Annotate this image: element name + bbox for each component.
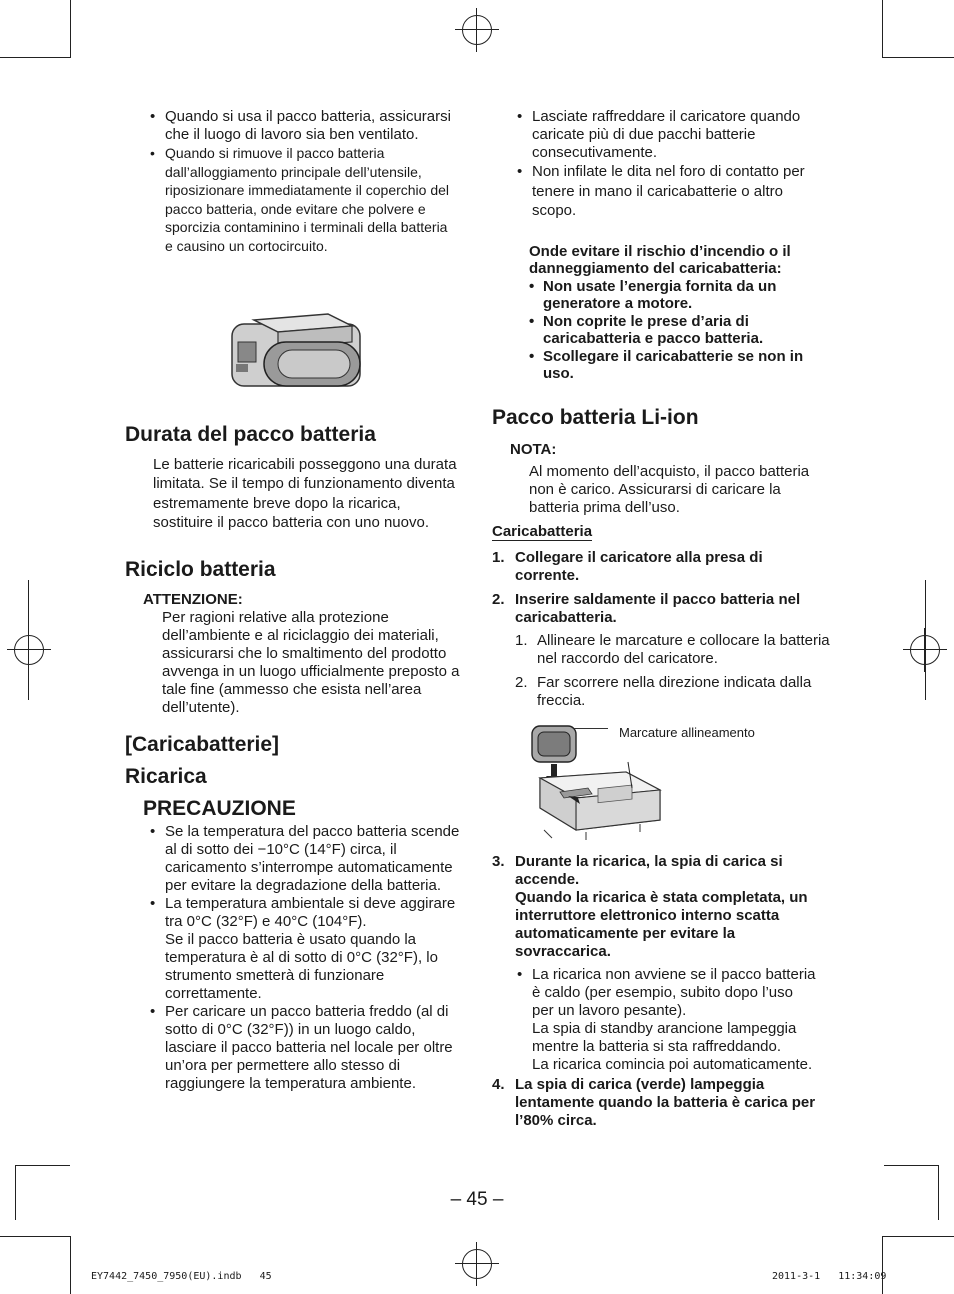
list-item: • Non coprite le prese d’aria di caricabatteria e pacco batteria. [529,313,829,348]
substep-text: Allineare le marcature e collocare la batteria nel raccordo del caricatore. [537,632,830,667]
list-item: • Non infilate le dita nel foro di contatto per tenere in mano il caricabatterie o altro scopo. [490,162,824,221]
step-text: Durante la ricarica, la spia di carica si accende. [515,853,783,888]
precaution-heading: PRECAUZIONE [143,797,296,820]
note-text: Al momento dell’acquisto, il pacco batteria non è carico. Assicurarsi di caricare la batteria prima dell’uso. [529,463,810,516]
list-item: • Quando si rimuove il pacco batteria dall’alloggiamento principale dell’utensile, riposizionare immediatamente il coperchio del pacco batteria, onde evitare che polvere e sporcizia contaminino i terminali della batteria e causino un cortocircuito. [123,144,457,255]
note-label: NOTA: [510,441,557,458]
crop-mark [0,1236,71,1237]
substep-number: 2. [515,674,528,691]
step-item [492,549,830,585]
step-number: 3. [492,853,505,870]
section-heading-riciclo: Riciclo batteria [125,558,276,581]
riciclo-text: Per ragioni relative alla protezione dell’ambiente e al riciclaggio dei materiali, assicurarsi che lo smaltimento del prodotto avvenga in un luogo ufficialmente preposto a tale fine (ammesso che esista nell’area dell’utente). [162,609,460,716]
footer-datetime: 2011-3-1 11:34:09 [772,1271,887,1282]
note-line: La spia di standby arancione lampeggia mentre la batteria si sta raffreddando. [532,1020,797,1055]
substep-item [492,674,837,710]
left-column [125,108,465,1092]
fire-warning [492,243,829,383]
figure-label: Marcature allineamento [619,725,755,740]
list-item: • Scollegare il caricabatterie se non in uso. [529,348,829,383]
list-item: • Quando si usa il pacco batteria, assicurarsi che il luogo di lavoro sia ben ventilato. [123,108,457,144]
right-column [492,108,837,1129]
registration-mark [455,8,499,52]
registration-mark [903,628,947,672]
sub-heading-caricabatteria: Caricabatteria [492,523,593,540]
page-number: – 45 – [450,1189,504,1210]
list-item: • La temperatura ambientale si deve aggirare tra 0°C (32°F) e 40°C (104°F). Se il pacco batteria è usato quando la temperatura è al di sotto di 0°C (32°F), lo strumento smetterà di funzionare correttamente. [123,895,463,1003]
step-text: Inserire saldamente il pacco batteria nel caricabatteria. [515,591,801,626]
step-number: 1. [492,549,505,566]
crop-mark [882,1236,883,1294]
step-text: Quando la ricarica è stata completata, un interruttore elettronico interno scatta automaticamente per evitare la sovraccarica. [515,889,808,960]
fire-warning-title: Onde evitare il rischio d’incendio o il danneggiamento del caricabatteria: [529,242,791,277]
list-item [490,966,818,1074]
caution-label: ATTENZIONE: [143,591,243,608]
step-number: 4. [492,1076,505,1093]
step-text: Collegare il caricatore alla presa di corrente. [515,549,763,584]
step-item [492,853,833,961]
crop-mark [882,1236,954,1237]
step-item [492,591,830,627]
battery-pack-illustration [228,306,368,392]
list-item: • Per caricare un pacco batteria freddo (al di sotto di 0°C (32°F)) in un luogo caldo, lasciare il pacco batteria nel locale per oltre un’ora per permettere allo stesso di raggiungere la temperatura ambiente. [123,1003,463,1093]
section-heading-liion: Pacco batteria Li-ion [492,406,699,429]
crop-mark [70,1236,71,1294]
crop-mark [15,1165,70,1166]
crop-mark [0,57,71,58]
note-line: La ricarica comincia poi automaticamente. [532,1056,813,1073]
crop-mark [70,0,71,58]
step-number: 2. [492,591,505,608]
step-item [492,1076,833,1130]
substep-item [492,632,837,668]
callout-line [574,728,608,729]
section-heading-durata: Durata del pacco batteria [125,423,376,446]
substep-number: 1. [515,632,528,649]
footer-file: EY7442_7450_7950(EU).indb 45 [91,1271,272,1282]
registration-mark [7,628,51,672]
substep-text: Far scorrere nella direzione indicata dalla freccia. [537,674,812,709]
crop-mark [884,1165,939,1166]
note-line: • La ricarica non avviene se il pacco batteria è caldo (per esempio, subito dopo l’uso per un lavoro pesante). [532,966,816,1019]
list-item: • Lasciate raffreddare il caricatore quando caricate più di due pacchi batterie consecutivamente. [490,108,824,162]
registration-mark [455,1242,499,1286]
crop-mark [882,57,954,58]
subsection-heading-ricarica: Ricarica [125,765,207,788]
section-heading-caricabatterie: [Caricabatterie] [125,733,280,756]
list-item: • Se la temperatura del pacco batteria scende al di sotto dei −10°C (14°F) circa, il caricamento s’interrompe automaticamente per evitare la degradazione della batteria. [123,823,463,895]
crop-mark [882,0,883,58]
step-text: La spia di carica (verde) lampeggia lentamente quando la batteria è carica per l’80% circa. [515,1076,816,1129]
list-item: • Non usate l’energia fornita da un generatore a motore. [529,278,829,313]
durata-text: Le batterie ricaricabili posseggono una durata limitata. Se il tempo di funzionamento diventa estremamente breve dopo la ricarica, sostituire il pacco batteria con uno nuovo. [153,456,457,531]
